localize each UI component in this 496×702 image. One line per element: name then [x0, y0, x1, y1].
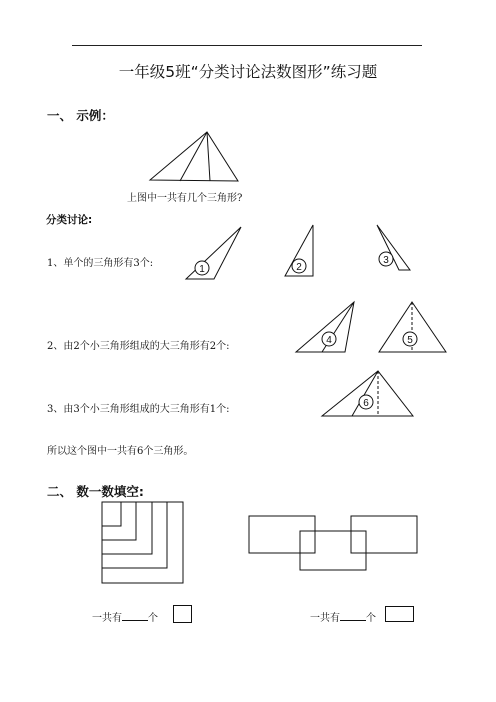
- conclusion-text: 所以这个图中一共有6个三角形。: [47, 446, 194, 457]
- item-two-part-triangles: 2、由2个小三角形组成的大三角形有2个:: [47, 341, 230, 352]
- example-caption: 上图中一共有几个三角形?: [127, 193, 243, 204]
- example-triangle-figure: [150, 132, 238, 181]
- item-three-part-triangles: 3、由3个小三角形组成的大三角形有1个:: [47, 404, 230, 415]
- answer-left-box[interactable]: [173, 605, 192, 623]
- answer-right-blank[interactable]: [340, 610, 366, 621]
- item-single-triangles: 1、单个的三角形有3个:: [47, 258, 154, 269]
- circle-label-2: 2: [296, 262, 302, 273]
- circle-label-4: 4: [326, 335, 332, 346]
- answer-left-blank[interactable]: [122, 610, 148, 621]
- answer-right-prefix: 一共有: [310, 613, 340, 624]
- answer-right-suffix: 个: [366, 613, 376, 624]
- page-title: 一年级5班“分类讨论法数图形”练习题: [118, 63, 378, 81]
- answer-right-box[interactable]: [385, 606, 414, 622]
- discussion-label: 分类讨论:: [46, 214, 93, 226]
- nested-squares-figure: [102, 502, 183, 583]
- circle-label-3: 3: [383, 255, 389, 266]
- circle-label-6: 6: [363, 398, 369, 409]
- section1-heading: 一、 示例：: [47, 108, 114, 123]
- answer-left-suffix: 个: [148, 613, 158, 624]
- overlapping-rectangles-figure: [249, 516, 417, 570]
- single-triangle-1: [186, 227, 241, 279]
- section2-heading: 二、 数一数填空:: [47, 484, 144, 499]
- circle-label-1: 1: [199, 264, 205, 275]
- answer-right-line: [310, 609, 376, 624]
- answer-left-line: [92, 609, 158, 624]
- circle-label-5: 5: [407, 335, 413, 346]
- answer-left-prefix: 一共有: [92, 613, 122, 624]
